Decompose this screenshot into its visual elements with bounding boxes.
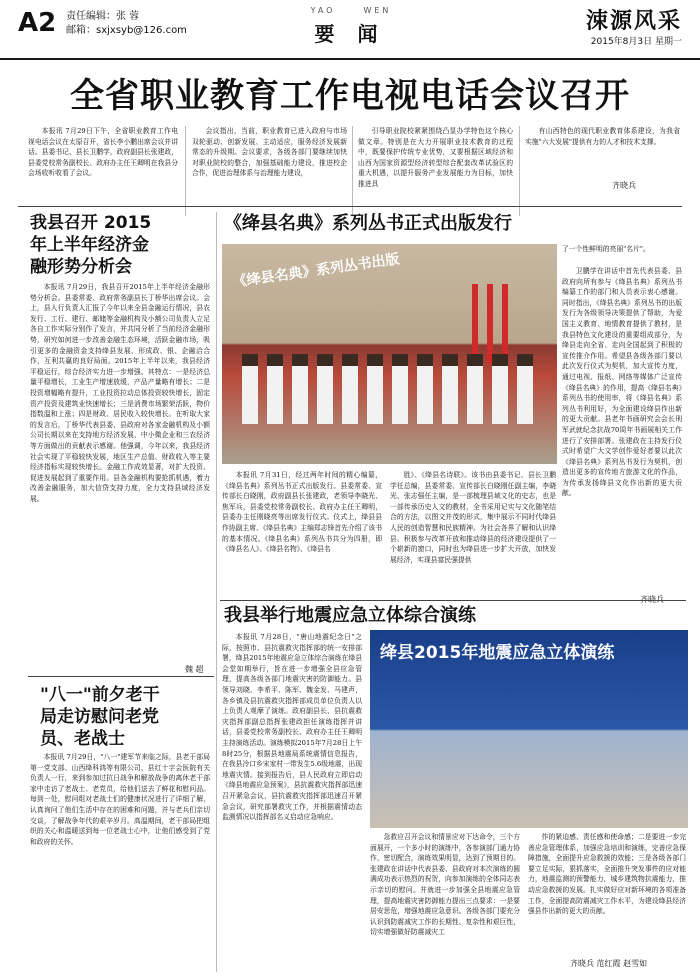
book-headline: 《绛县名典》系列丛书正式出版发行: [224, 213, 512, 234]
earthquake-drill-photo: [370, 630, 688, 828]
newspaper-name: 涑源风采: [585, 8, 682, 34]
col-divider: [185, 126, 186, 216]
flag: [487, 284, 493, 364]
book-body-left: 本报讯 7月31日，经过两年时间的精心编纂，《绛县名典》系列丛书正式出版发行。县委常委、宣传部长白晓刚，政府副县长张建政，老领导李晓光、焦军兵，县委党校常务副校长、政府办主任王卿明，县委办主任刚晓亮等出席发行仪式。仪式上，绛县县作协副主席、《绛县名典》主编郑志锋首先介绍了该书的基本情况。《绛县名典》系列丛书共分为四册，即《绛县名人》、《绛县名物》、《绛县名: [222, 471, 382, 554]
col-divider: [216, 212, 217, 972]
lead-headline: 全省职业教育工作电视电话会议召开: [70, 76, 630, 116]
economy-body: 本报讯 7月29日，我县召开2015年上半年经济金融形势分析会。县委常委、政府常务副县长丁桥华出席会议。会上，县人行负责人汇报了今年以来全县金融运行情况，县农发行、工行、建行、邮储等金融机构及小额公司负责人立足各自工作实际分别作了发言，并共同分析了当前经济金融形势，研究如何进一步改善金融生态环境，活跃金融市场，吸引更多的金融资金支持绛县发展、形成政、银、企融洽合作，互利共赢的良好局面。2015年上半年以来，我县经济平稳运行，综合经济实力进一步增强。其特点：一是经济总量平稳增长，工业生产增速放缓，产品产量略有增长；二是投资增幅略有提升，工业投资拉动总体投资较快增长，固定资产投资及建筑业快速增长；三是消费市场繁荣活跃，物价指数温和上涨；四是财政、居民收入较快增长。在听取大家的发言后，丁桥华代表县委、县政府对各家金融机构及小额公司长期以来在支持地方经济发展、中小微企业和三农经济等方面做出的贡献表示感谢。他强调，今年以来，我县经济社会实现了平稳较快发展，地区生产总值、财政收入等主要经济指标实现较快增长。金融工作成效显著，对扩大投资、促进发展起到了重要作用。县各金融机构要抢抓机遇，着力改善金融服务，加大信贷支持力度，全力支持县域经济发展。: [30, 283, 210, 503]
person: [492, 354, 508, 424]
person: [392, 354, 408, 424]
person: [292, 354, 308, 424]
section-rule: [28, 676, 214, 677]
issue-date: 2015年8月3日 星期一: [590, 37, 682, 47]
drill-body-left: 本报讯 7月28日，"唐山地震纪念日"之际，按照市、县抗震救灾指挥部的统一安排部署，绛县2015年地震应急立体综合演练在绛县会堂如期举行，旨在进一步增强全县应急管理，提高各级各部门地震灾害的防御能力。县领导刘晓、李希平、陈军、魏金发、马建声，各乡镇及县抗震救灾指挥部成员单位负责人以上负责人观摩了演练。政府副县长、县抗震救灾指挥部副总指挥张建政担任演练指挥并讲话，县委党校常务副校长、政府办主任王卿明主持演练活动。演练模拟2015年7月28日上午8时25分，根据县地震局系统震情信息报告，在我县冷口乡宋家村一带发生5.6级地震，出现地震灾情。接到报告后，县人民政府立即启动《绛县地震应急预案》，县抗震救灾指挥部迅速召开紧急会议，县抗震救灾指挥部迅速召开紧急会议，研究部署救灾工作，并根据震情动态监测情况以指挥部名义启动应急响应。: [222, 633, 362, 822]
section-title: 要 闻: [314, 22, 386, 46]
section-rule: [18, 206, 682, 207]
section-en-right: WEN: [363, 6, 392, 15]
person: [367, 354, 383, 424]
person: [267, 354, 283, 424]
drill-byline: 齐晓兵 范红霞 赵雪如: [570, 959, 648, 968]
lead-col-1: 本报讯 7月29日下午，全省职业教育工作电视电话会议在太原召开，省长李小鹏出席会议并讲话。县委书记、县长卫鹏学，政府副县长张建政，县委党校常务副校长、政府办主任王卿明在我县分会场收听收看了会议。: [28, 127, 178, 178]
flag: [472, 284, 478, 364]
bayi-body: 本报讯 7月29日，"八一"建军节来临之际，县老干部局第一党支部、山西绛科鸿等有限公司，县红十字会医院有关负责人一行，来到参加过抗日战争和解放战争的离休老干部家中走访了老战士、老党员，给他们送去了鲜花和慰问品。每到一处，慰问组对老战士们的健康状况进行了详细了解，认真询问了他们生活中存在的困难和问题，并与老兵们亲切交谈，了解战争年代的艰辛岁月。高温期间，老干部局把组织的关心和温暖送到每一位老战士心中，让他们感受到了党和政府的关怀。: [30, 753, 210, 846]
lead-col-3: 引导职业院校紧紧围绕凸显办学特色这个核心做文章。特别是在大力开展职业技术教育的过程中，既要保护传统专业优势，又要根据区域经济和山西为国家资源型经济转型综合配套改革试验区的重大机遇，以提升服务产业发展能力为目标，加快推进具: [358, 127, 513, 188]
book-release-photo: [222, 244, 557, 464]
drill-body-mid: 急救应召开会议和情景应对下达命令，三个方面展开，一个多小时的演练中，各参演部门通力协作，密切配合，演练效果明显，达到了预期目的。张建政在讲话中代表县委、县政府对本次演练的圆满成功表示热烈的祝贺，向参加演练的全体同志表示亲切的慰问。并就进一步加强全县地震应急管理，提高地震灾害防御能力提出三点要求：一是要居安思危，增强地震应急意识。各级各部门要充分认识到防震减灾工作的长期性、复杂性和艰巨性，切实增强做好防震减灾工: [370, 833, 520, 937]
photo-banner: 《绛县名典》系列丛书出版: [231, 251, 401, 291]
drill-body-right: 作的紧迫感、责任感和使命感；二是要进一步完善应急管理体系，加强应急培训和演练，完善应急保障措施，全面提升应急救援的效能；三是各级各部门要立足实际，狠抓落实，全面推升突发事件的应对能力，地震监测的预警能力，城乡建筑物抗震能力，推动应急救援的发展。扎实做好应对新环境的各项准备工作，全面提高防震减灾工作水平，为建设绛县经济强县作出新的更大的贡献。: [528, 833, 686, 916]
bayi-headline: "八一"前夕老干 局走访慰问老党 员、老战士: [40, 685, 160, 749]
flag: [502, 284, 508, 364]
lead-col-2: 会议指出，当前，职业教育已进入政府与市场双轮驱动、创新发展、主动适应，服务经济发展新常态的升级期。会议要求，各级各部门要继续加快对职业院校的整合，加强基础能力建设，推进校企合作，促进治理体系与治理能力建设，: [192, 127, 347, 178]
economy-headline: 我县召开 2015 年上半年经济金 融形势分析会: [30, 213, 152, 277]
lead-col-4: 有山西特色的现代职业教育体系建设，为我省实施"六大发展"提供有力的人才和技术支撑。: [525, 127, 680, 146]
person: [517, 354, 533, 424]
section-en-left: YAO: [310, 6, 336, 15]
photo-banner: 绛县2015年地震应急立体演练: [380, 643, 615, 663]
person: [317, 354, 333, 424]
economy-byline: 魏 超: [185, 665, 204, 674]
person: [342, 354, 358, 424]
section-en: [296, 6, 406, 15]
drill-headline: 我县举行地震应急立体综合演练: [224, 605, 476, 626]
col-divider: [519, 126, 520, 216]
book-body-mid: 胜》、《绛县名诗联》。该书由县委书记、县长卫鹏学任总编，县委常委、宣传部长白晓刚任副主编，李晓光、张志强任主编，是一部梳理县域文化的史志，也是一部传承历史人文的教材，全书采用记实与文化随笔结合的方法，以图文并茂的形式，集中展示不同时代绛县人民的创造智慧和民族精神。为社会各界了解和认识绛县、积极参与改革开放和推动绛县的经济建设提供了一个崭新的窗口，同时也为绛县进一步扩大开放，加快发展经济，实现县富民强提供: [390, 471, 556, 564]
col-divider: [352, 126, 353, 216]
person: [467, 354, 483, 424]
person: [242, 354, 258, 424]
section-rule: [220, 600, 686, 601]
editor-name: 责任编辑：张 蓉: [66, 11, 140, 22]
editor-email: 邮箱：sxjxsyb@126.com: [66, 25, 187, 36]
lead-byline: 齐晓兵: [612, 181, 636, 190]
book-body-right-top: 了一个性鲜明的亮丽"名片"。: [562, 245, 650, 253]
editor-info: [66, 10, 187, 38]
person: [417, 354, 433, 424]
person: [442, 354, 458, 424]
book-body-right: 卫鹏学在讲话中首先代表县委、县政府向所有参与《绛县名典》系列丛书编纂工作的部门和人员表示衷心感谢。同时指出，《绛县名典》系列丛书的出版发行为各级领导决策提供了帮助，为爱国主义教育、地情教育提供了教材，是我县特色文化建设的重要组成部分，为绛县走向全省、走向全国起到了积极的宣传推介作用。希望县各级各部门要以此次发行仪式为契机，加大宣传力度，通过电视、报纸、网络等媒体广泛宣传《绛县名典》的作用，提高《绛县名典》系列丛书的使用率，将《绛县名典》系列丛书利用好，为全面建设绛县作出新的更大贡献。县老年书画研究会会长刑军武就纪念抗战70周年书画展相关工作进行了安排部署。张建政在主持发行仪式时希望广大文学创作爱好者要以此次《绛县名典》系列丛书发行为契机，创造出更多的宣传地方旅游文化的作品，为传承发扬绛县文化作出新的更大贡献。: [562, 267, 682, 498]
page-number: A2: [18, 8, 57, 38]
masthead: [0, 0, 700, 60]
